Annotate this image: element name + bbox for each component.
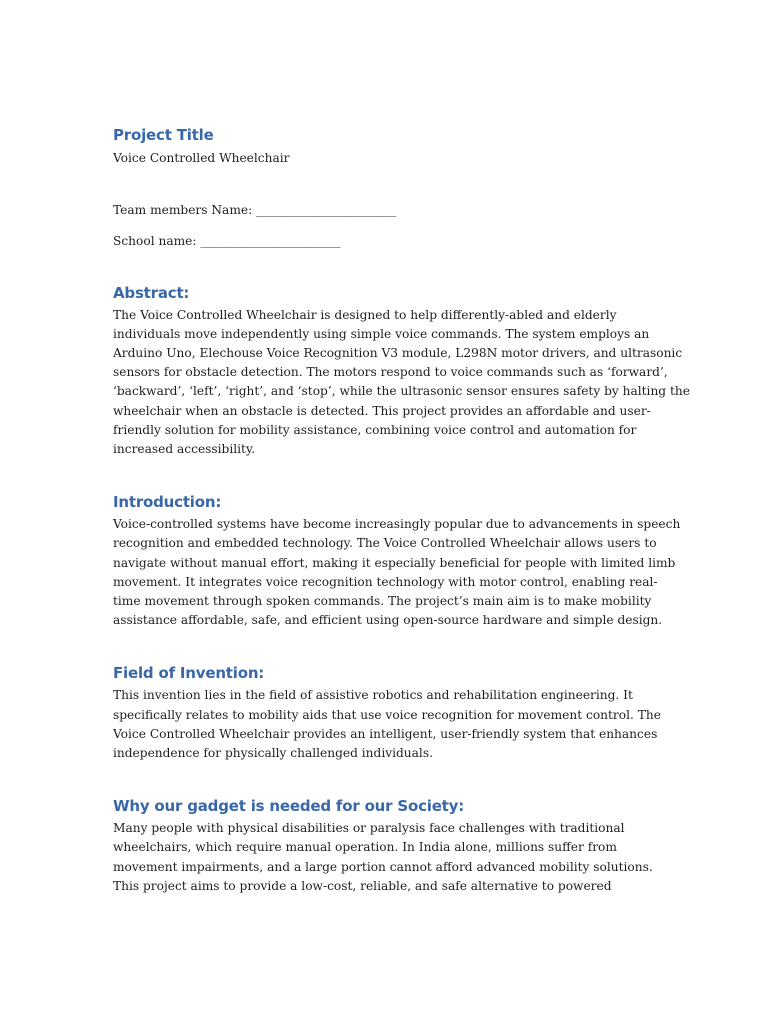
abstract-line: The Voice Controlled Wheelchair is designed to help differently-abled and elderly	[113, 307, 617, 322]
introduction-line: navigate without manual effort, making it especially beneficial for people with limited limb	[113, 555, 676, 570]
why-needed-paragraph	[113, 819, 673, 896]
field-of-invention-line: Voice Controlled Wheelchair provides an intelligent, user-friendly system that enhances	[113, 726, 658, 741]
introduction-line: assistance affordable, safe, and efficient using open-source hardware and simple design.	[113, 613, 663, 628]
school-name-field: School name: _______________________	[113, 234, 341, 249]
field-of-invention-line: This invention lies in the field of assistive robotics and rehabilitation engineering. It	[113, 688, 633, 703]
introduction-line: time movement through spoken commands. The project’s main aim is to make mobility	[113, 594, 652, 609]
abstract-line: increased accessibility.	[113, 442, 256, 457]
team-members-field: Team members Name: _______________________	[113, 203, 397, 218]
why-needed-heading: Why our gadget is needed for our Society:	[113, 797, 465, 816]
abstract-line: Arduino Uno, Elechouse Voice Recognition V3 module, L298N motor drivers, and ultrasonic	[113, 346, 683, 361]
field-of-invention-heading: Field of Invention:	[113, 664, 265, 683]
introduction-line: Voice-controlled systems have become increasingly popular due to advancements in speech	[113, 517, 681, 532]
why-needed-line: movement impairments, and a large portion cannot afford advanced mobility solutions.	[113, 859, 653, 874]
document-content	[113, 124, 690, 896]
abstract-line: wheelchair when an obstacle is detected. This project provides an affordable and user-	[113, 403, 651, 418]
abstract-line: friendly solution for mobility assistance, combining voice control and automation for	[113, 422, 637, 437]
introduction-heading: Introduction:	[113, 493, 222, 512]
abstract-line: sensors for obstacle detection. The motors respond to voice commands such as ‘forward’,	[113, 365, 668, 380]
abstract-line: ‘backward’, ‘left’, ‘right’, and ‘stop’, while the ultrasonic sensor ensures safety by halting the	[113, 384, 690, 399]
abstract-heading: Abstract:	[113, 283, 190, 302]
project-title-heading: Project Title	[113, 126, 214, 144]
project-title-value: Voice Controlled Wheelchair	[113, 151, 290, 165]
why-needed-line: This project aims to provide a low-cost, reliable, and safe alternative to powered	[113, 878, 612, 893]
abstract-line: individuals move independently using simple voice commands. The system employs an	[113, 326, 650, 341]
abstract-paragraph	[113, 306, 690, 460]
introduction-line: movement. It integrates voice recognition technology with motor control, enabling real-	[113, 574, 658, 589]
why-needed-line: wheelchairs, which require manual operation. In India alone, millions suffer from	[113, 840, 617, 855]
why-needed-line: Many people with physical disabilities or paralysis face challenges with traditional	[113, 821, 625, 836]
field-of-invention-line: specifically relates to mobility aids that use voice recognition for movement control. The	[113, 707, 661, 722]
field-of-invention-line: independence for physically challenged individuals.	[113, 746, 433, 761]
field-of-invention-paragraph	[113, 686, 673, 763]
introduction-line: recognition and embedded technology. The Voice Controlled Wheelchair allows users to	[113, 536, 657, 551]
introduction-paragraph	[113, 515, 681, 630]
